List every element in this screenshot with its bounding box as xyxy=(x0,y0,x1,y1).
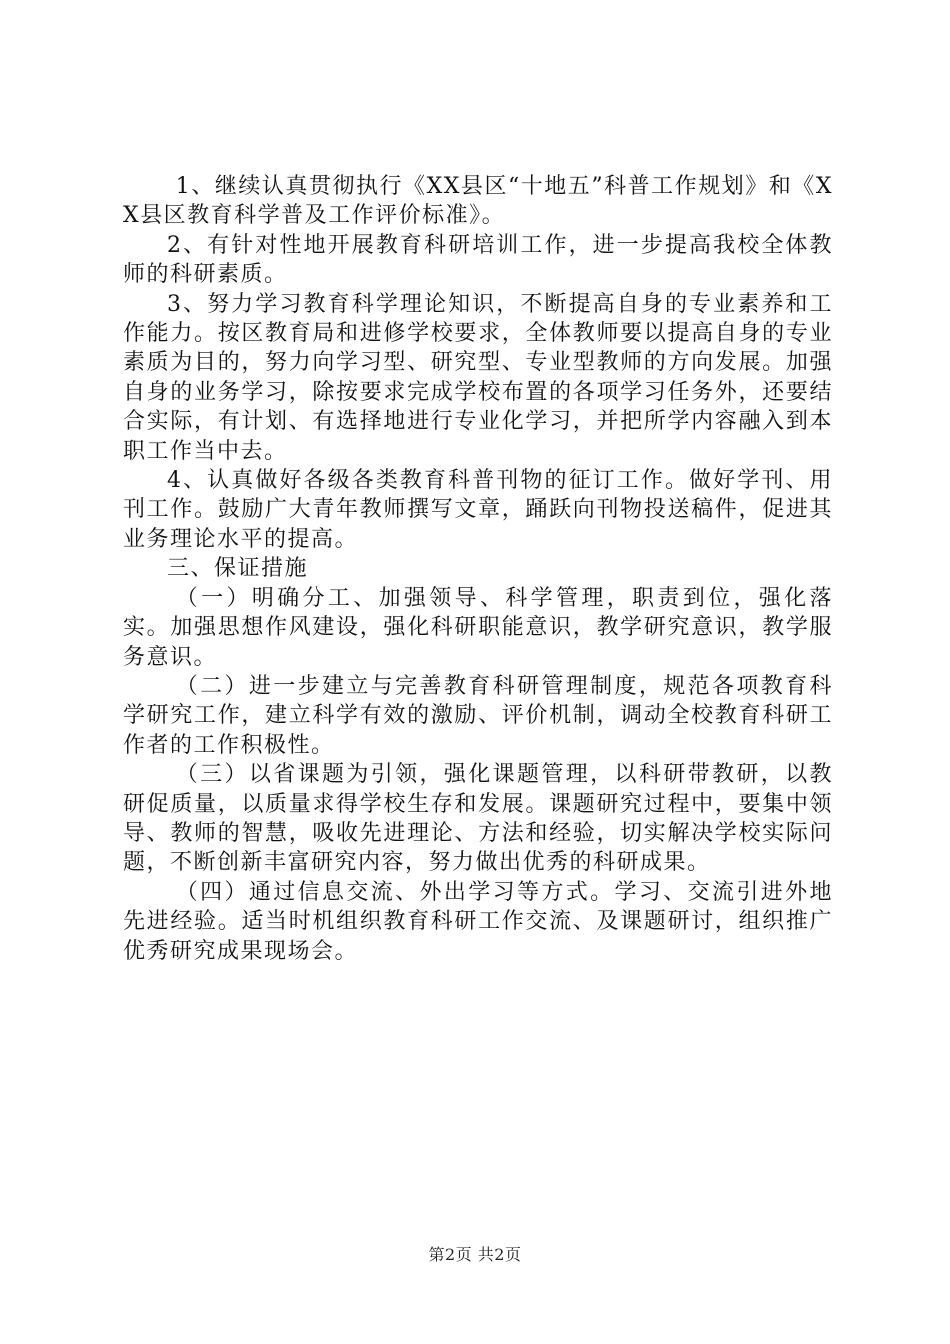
paragraph-item-4: 4、认真做好各级各类教育科普刊物的征订工作。做好学刊、用刊工作。鼓励广大青年教师撰写文章，踊跃向刊物投送稿件，促进其业务理论水平的提高。 xyxy=(123,468,833,552)
paragraph-item-3: 3、努力学习教育科学理论知识，不断提高自身的专业素养和工作能力。按区教育局和进修学校要求，全体教师要以提高自身的专业素质为目的，努力向学习型、研究型、专业型教师的方向发展。加强自身的业务学习，除按要求完成学校布置的各项学习任务外，还要结合实际，有计划、有选择地进行专业化学习，并把所学内容融入到本职工作当中去。 xyxy=(123,291,833,464)
section-heading-measures: 三、保证措施 xyxy=(167,556,309,582)
document-body xyxy=(123,172,833,966)
measure-item-2: （二）进一步建立与完善教育科研管理制度，规范各项教育科学研究工作，建立科学有效的激励、评价机制，调动全校教育科研工作者的工作积极性。 xyxy=(123,673,833,758)
measure-item-3: （三）以省课题为引领，强化课题管理，以科研带教研，以教研促质量，以质量求得学校生存和发展。课题研究过程中，要集中领导、教师的智慧，吸收先进理论、方法和经验，切实解决学校实际问题，不断创新丰富研究内容，努力做出优秀的科研成果。 xyxy=(123,762,833,876)
paragraph-item-2: 2、有针对性地开展教育科研培训工作，进一步提高我校全体教师的科研素质。 xyxy=(123,232,833,288)
page-number-footer: 第2页 共2页 xyxy=(428,1245,522,1264)
measure-item-4: （四）通过信息交流、外出学习等方式。学习、交流引进外地先进经验。适当时机组织教育科研工作交流、及课题研讨，组织推广优秀研究成果现场会。 xyxy=(123,879,833,964)
paragraph-item-1: 1、继续认真贯彻执行《XX县区“十地五”科普工作规划》和《XX县区教育科学普及工作评价标准》。 xyxy=(123,174,833,229)
measure-item-1: （一）明确分工、加强领导、科学管理，职责到位，强化落实。加强思想作风建设，强化科研职能意识，教学研究意识，教学服务意识。 xyxy=(123,585,833,670)
